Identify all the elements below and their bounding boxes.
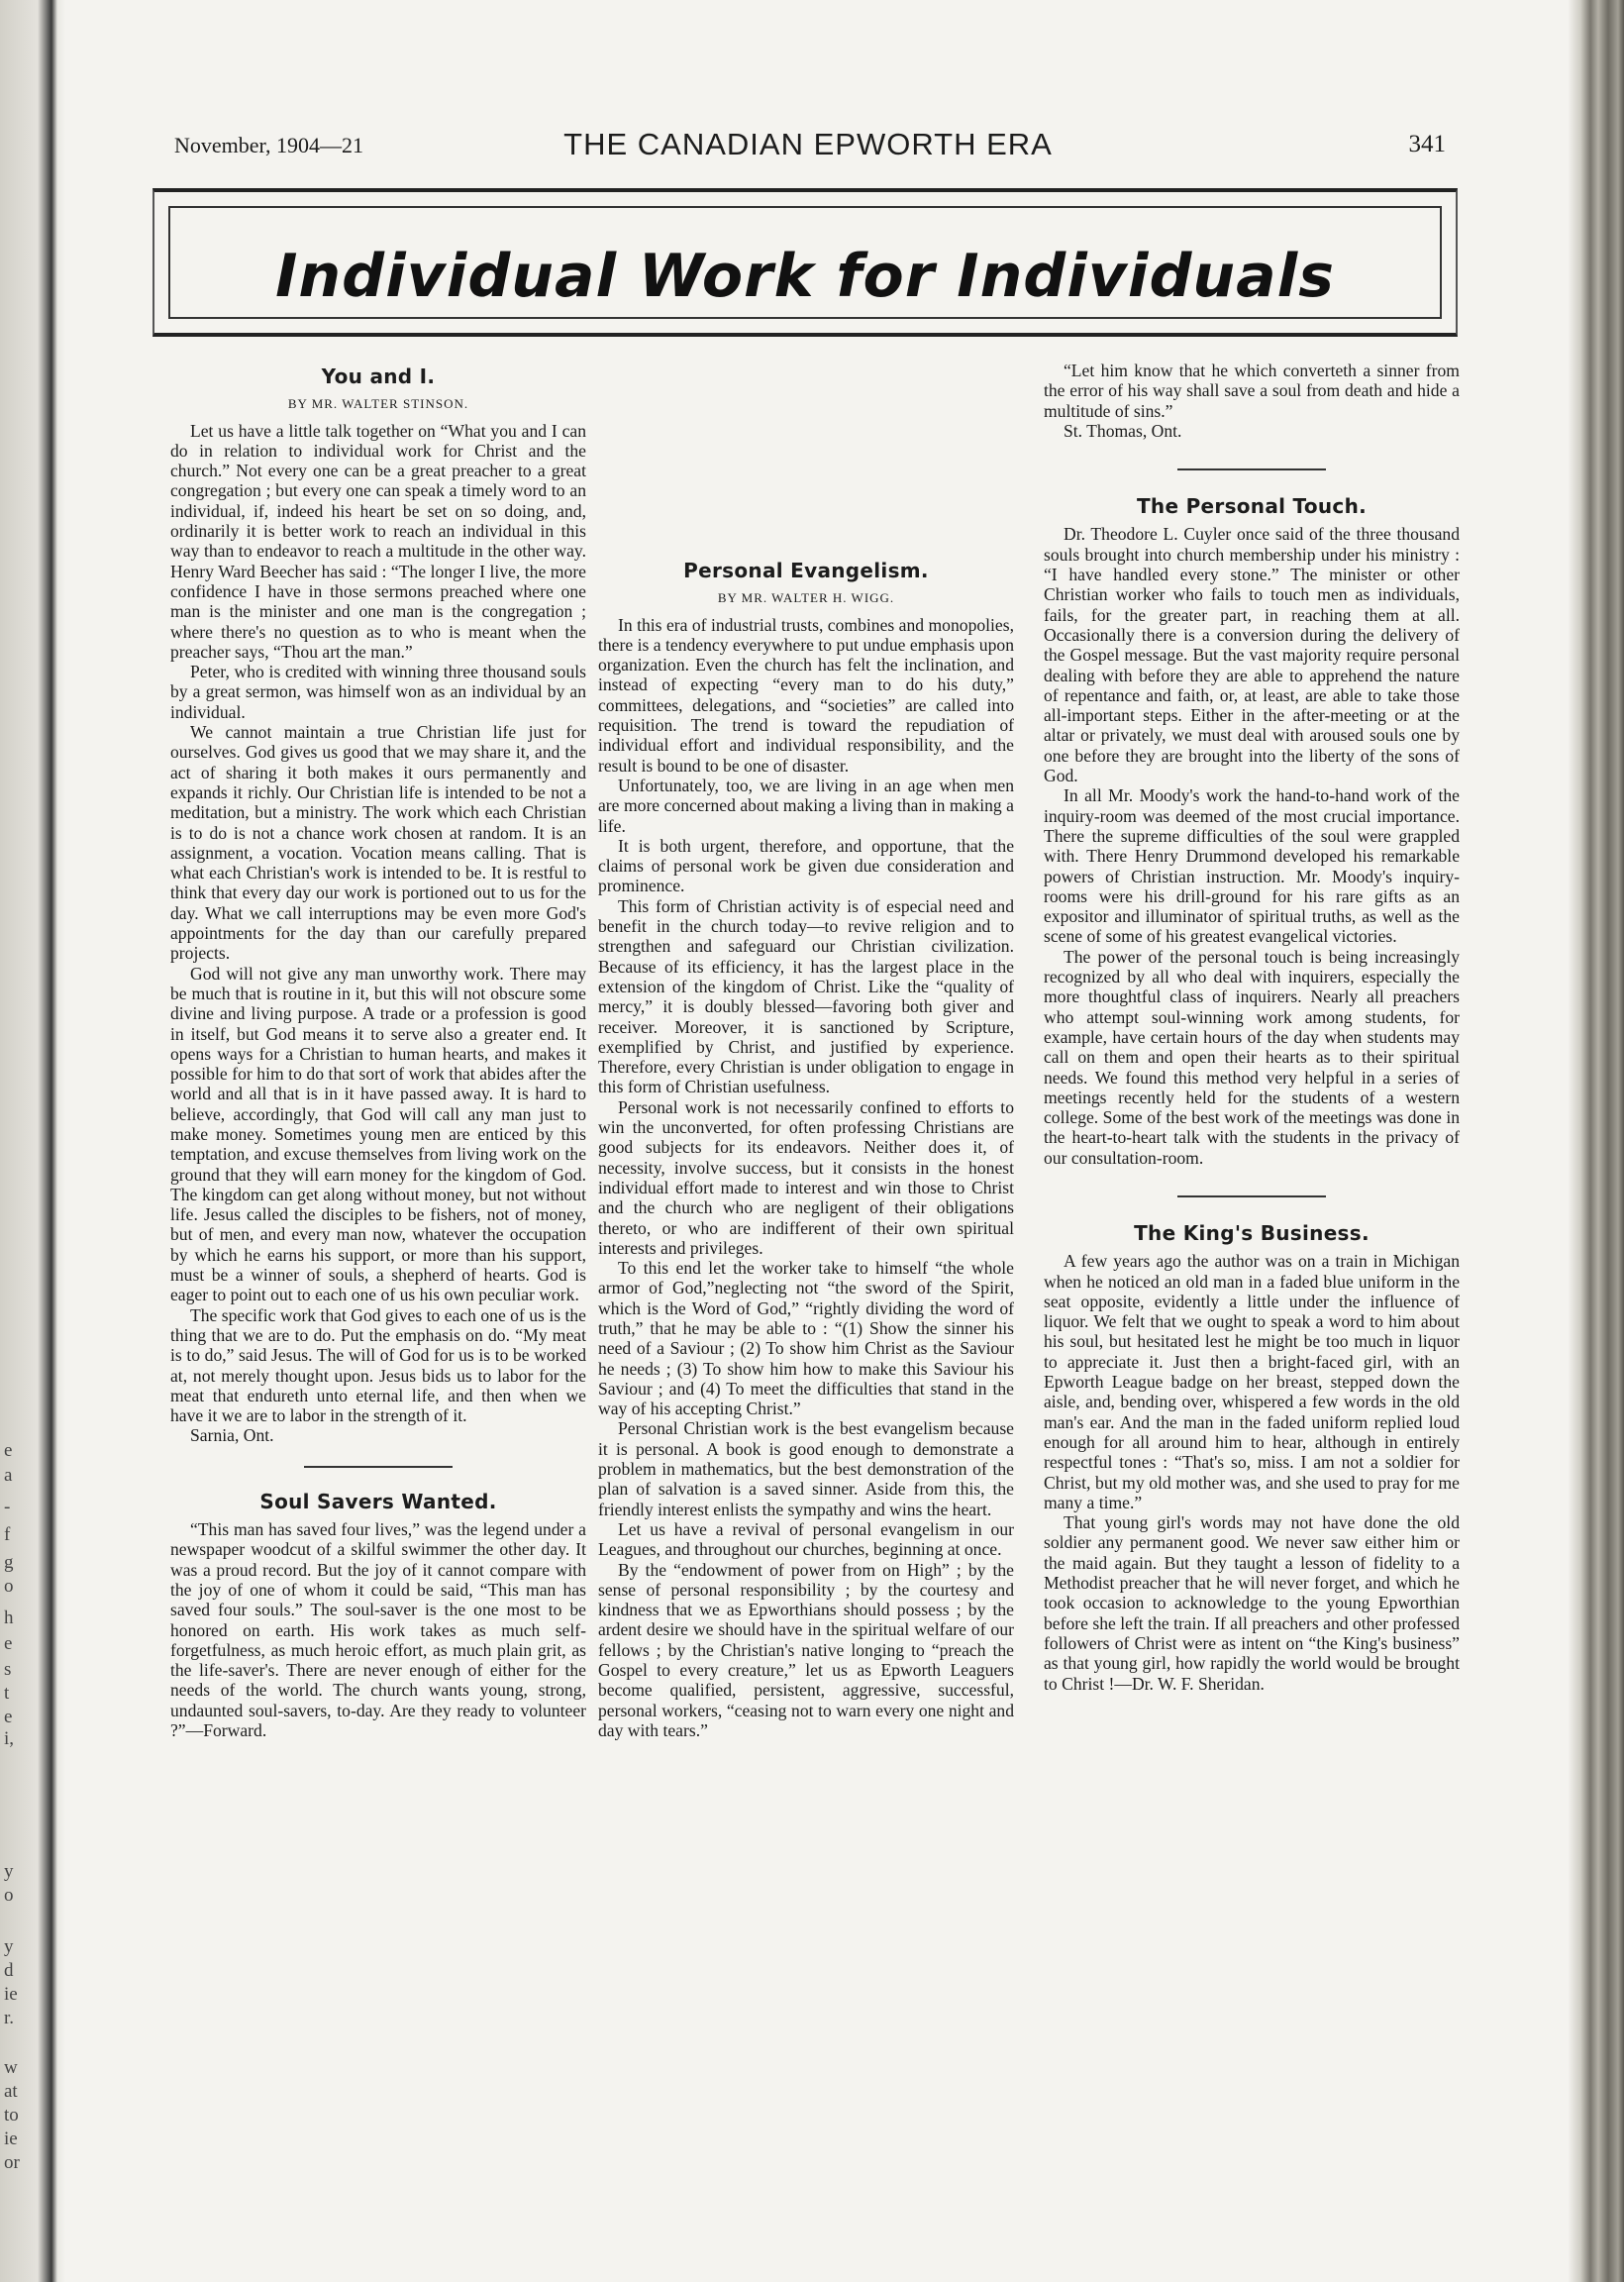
article-byline: BY MR. WALTER H. WIGG.: [717, 590, 895, 606]
banner-frame: [168, 206, 1442, 319]
margin-fragment: e: [4, 1707, 13, 1727]
section-title: Individual Work for Individuals: [275, 242, 1335, 311]
column-left: [170, 361, 586, 1740]
paragraph: In all Mr. Moody's work the hand-to-hand work of the inquiry-room was deemed of the most crucial importance. There the supreme difficulties of the soul were grappled with. There Henry Drummond developed his remarkable powers of Christian instruction. Mr. Moody's inquiry-rooms were his drill-ground for his rare gifts as an expositor and illuminator of spiritual truths, as well as the scene of some of his greatest evangelical victories.: [1044, 785, 1460, 947]
margin-fragment: f: [4, 1524, 11, 1545]
article-title: The Personal Touch.: [1136, 494, 1368, 519]
article-title: The King's Business.: [1134, 1220, 1370, 1245]
article-separator: [1177, 468, 1326, 470]
margin-fragment: y: [4, 1936, 14, 1957]
article-place: St. Thomas, Ont.: [1064, 420, 1182, 441]
column-middle: [598, 361, 1014, 1740]
paragraph: “This man has saved four lives,” was the legend under a newspaper woodcut of a skilful swimmer the other day. It was a proud record. But the joy of it cannot compare with the joy of one of whom it could be said, “This man has saved four souls.” The soul-saver is the one most to be honored on earth. His work takes as much self-forgetfulness, as much heroic effort, as much plain grit, as the life-saver's. There are never enough of either for the needs of the world. The church wants young, strong, undaunted soul-savers, to-day. Are they ready to volunteer ?”—Forward.: [170, 1519, 586, 1740]
paragraph: Unfortunately, too, we are living in an age when men are more concerned about making a living than in making a life.: [598, 775, 1014, 836]
paragraph: The specific work that God gives to each one of us is the thing that we are to do. Put the emphasis on do. “My meat is to do,” said Jesus. The will of God for us is to be worked at, not merely thought upon. Jesus bids us to labor for the meat that endureth unto eternal life, and then when we have it we are to labor in the strength of it.: [170, 1304, 586, 1426]
page-number: 341: [1408, 131, 1446, 157]
paragraph: Peter, who is credited with winning three thousand souls by a great sermon, was himself won as an individual by an individual.: [170, 662, 586, 722]
paragraph: It is both urgent, therefore, and opportune, that the claims of personal work be given due consideration and prominence.: [598, 835, 1014, 896]
margin-fragment: g: [4, 1552, 14, 1573]
paragraph: We cannot maintain a true Christian life just for ourselves. God gives us good that we may share it, and the act of sharing it both makes it ours permanently and expands it richly. Our Christian life is intended to be not a meditation, but a ministry. The work which each Christian is to do is not a chance work chosen at random. It is an assignment, a vocation. Vocation means calling. That is what each Christian's work is intended to be. It is restful to think that every day our work is portioned out to us for the day. What we call interruptions may be even more God's appointments for the day than our carefully prepared projects.: [170, 722, 586, 964]
paragraph: God will not give any man unworthy work. There may be much that is routine in it, but this will not obscure some divine and living purpose. A trade or a profession is good in itself, but God means it to serve also a greater end. It opens ways for a Christian to human hearts, and makes it possible for him to do that sort of work that abides after the world and all that is in it have passed away. It is hard to believe, accordingly, that God will call any man just to make money. Sometimes young men are enticed by this temptation, and excuse themselves from living work on the ground that they will earn money for the kingdom of God. The kingdom can get along without money, but not without life. Jesus called the disciples to be fishers, not of money, but of men, and every man now, whatever the occupation by which he earns his support, or more than his support, must be a winner of souls, a shepherd of hearts. God is eager to point out to each one of us his own peculiar work.: [170, 963, 586, 1305]
paragraph: “Let him know that he which converteth a sinner from the error of his way shall save a soul from death and hide a multitude of sins.”: [1044, 361, 1460, 421]
paragraph: That young girl's words may not have done the old soldier any permanent good. We never saw either him or the maid again. But they taught a lesson of fidelity to a Methodist preacher that he will never forget, and which he took occasion to acknowledge to the young Epworthian before she left the train. If all preachers and other professed followers of Christ were as intent on “the King's business” as that young girl, how rapidly the world would be brought to Christ !—Dr. W. F. Sheridan.: [1044, 1512, 1460, 1694]
margin-fragment: o: [4, 1885, 14, 1906]
paragraph: By the “endowment of power from on High” ; by the sense of personal responsibility ; by the courtesy and kindness that we as Epworthians should possess ; by the ardent desire we should have in the spiritual welfare of our fellows ; by the Christian's native longing to “preach the Gospel to every creature,” let us as Epworth Leaguers become qualified, persistent, aggressive, successful, personal workers, “ceasing not to warn every one night and day with tears.”: [598, 1559, 1014, 1740]
margin-fragment: at: [4, 2081, 18, 2102]
article-title: Soul Savers Wanted.: [259, 1489, 497, 1513]
margin-fragment: y: [4, 1861, 14, 1882]
paragraph: In this era of industrial trusts, combines and monopolies, there is a tendency everywhere to put undue emphasis upon organization. Even the church has felt the inclination, and instead of expecting “every man to do his duty,” committees, delegations, and “societies” are called into requisition. The trend is toward the repudiation of individual effort and individual responsibility, and the result is bound to be one of disaster.: [598, 614, 1014, 776]
binding-edge: [1569, 0, 1624, 2282]
margin-fragment: i,: [4, 1728, 15, 1749]
paragraph: Let us have a little talk together on “What you and I can do in relation to individual work for Christ and the church.” Not every one can be a great preacher to a great congregation ; but every one can speak a timely word to an individual, if, indeed his heart be set on so doing, and, ordinarily it is better work to reach an individual in this way than to endeavor to reach a multitude in the other way. Henry Ward Beecher has said : “The longer I live, the more confidence I have in those sermons preached where one man is the minister and one man is the congregation ; where there's no question as to who is meant when the preacher says, “Thou art the man.”: [170, 420, 586, 662]
margin-fragment: ie: [4, 2128, 18, 2149]
margin-fragment: or: [4, 2152, 20, 2173]
article-separator: [304, 1466, 453, 1468]
margin-fragment: -: [4, 1497, 11, 1517]
margin-fragment: t: [4, 1683, 10, 1704]
margin-fragment: d: [4, 1960, 14, 1981]
issue-date: November, 1904—21: [174, 133, 363, 157]
paragraph: Let us have a revival of personal evangelism in our Leagues, and throughout our churches, beginning at once.: [598, 1518, 1014, 1560]
margin-fragment: s: [4, 1659, 12, 1680]
paragraph: Personal Christian work is the best evangelism because it is personal. A book is good enough to demonstrate a problem in mathematics, but the best demonstration of the plan of salvation is a saved sinner. Aside from this, the friendly interest enlists the sympathy and wins the heart.: [598, 1418, 1014, 1519]
margin-fragment: ie: [4, 1984, 18, 2005]
paragraph: Personal work is not necessarily confined to efforts to win the unconverted, for often professing Christians are good subjects for its endeavors. Neither does it, of necessity, involve success, but it consists in the honest individual effort made to interest and win those to Christ and the church who are negligent of their obligations thereto, or who are indifferent of their own spiritual interests and privileges.: [598, 1096, 1014, 1258]
article-place: Sarnia, Ont.: [190, 1425, 274, 1446]
paragraph: The power of the personal touch is being increasingly recognized by all who deal with inquirers, especially the more thoughtful class of inquirers. Nearly all preachers who attempt soul-winning work among students, for example, have certain hours of the day when students may call on them and open their hearts as to their spiritual needs. We found this method very helpful in a series of meetings recently held for the students of a western college. Some of the best work of the meetings was done in the heart-to-heart talk with the students in the privacy of our consultation-room.: [1044, 946, 1460, 1168]
paragraph: This form of Christian activity is of especial need and benefit in the church today—to revive religion and to strengthen and safeguard our Christian civilization. Because of its efficiency, it has the largest place in the extension of the kingdom of Christ. Like the “quality of mercy,” it is doubly blessed—favoring both giver and receiver. Moreover, it is sanctioned by Scripture, exemplified by Christ, and justified by experience. Therefore, every Christian is under obligation to engage in this form of Christian usefulness.: [598, 895, 1014, 1097]
section-banner: [152, 188, 1458, 337]
margin-fragment: h: [4, 1608, 14, 1628]
article-separator: [1177, 1195, 1326, 1197]
margin-fragment: e: [4, 1440, 13, 1461]
paragraph: A few years ago the author was on a train in Michigan when he noticed an old man in a faded blue uniform in the seat opposite, evidently a little under the influence of liquor. We felt that we ought to speak a word to him about his soul, but hesitated lest he might be too much in liquor to appreciate it. Just then a bright-faced girl, with an Epworth League badge on her breast, stepped down the aisle, and, bending over, whispered a few words in the old man's ear. And the man in the faded uniform replied loud enough for all around him to hear, although in entirely respectful tones : “That's so, miss. I am not a soldier for Christ, but my old mother was, and she used to pray for me many a time.”: [1044, 1251, 1460, 1512]
article-title: You and I.: [321, 364, 436, 388]
margin-fragment: a: [4, 1465, 13, 1486]
publication-title: THE CANADIAN EPWORTH ERA: [563, 127, 1053, 161]
margin-fragment: e: [4, 1633, 13, 1654]
column-continuation-space: [598, 361, 1014, 555]
paragraph: To this end let the worker take to himself “the whole armor of God,”neglecting not “the sword of the Spirit, which is the Word of God,” “rightly dividing the word of truth,” that he may be able to : “(1) Show the sinner his need of a Saviour ; (2) To show him Christ as the Saviour he needs ; (3) To show him how to make this Saviour his Saviour ; and (4) To meet the difficulties that stand in the way of his accepting Christ.”: [598, 1258, 1014, 1419]
article-byline: BY MR. WALTER STINSON.: [287, 396, 469, 412]
article-title: Personal Evangelism.: [683, 559, 929, 582]
margin-fragment: to: [4, 2105, 19, 2126]
running-header: [170, 127, 1446, 166]
paragraph: Dr. Theodore L. Cuyler once said of the three thousand souls brought into church membership under his ministry : “I have handled every stone.” The minister or other Christian worker who fails to touch men as individuals, fails, for the greater part, in reaching them at all. Occasionally there is a conversion during the delivery of the Gospel message. But the vast majority require personal dealing with before they are able to apprehend the nature of repentance and faith, or, at least, are able to take those all-important steps. Either in the after-meeting or at the altar or privately, we must deal with aroused souls one by one before they are brought into the liberty of the sons of God.: [1044, 524, 1460, 786]
column-right: [1044, 361, 1460, 1694]
margin-fragment: r.: [4, 2008, 15, 2028]
margin-fragment: o: [4, 1576, 14, 1597]
margin-fragment: w: [4, 2057, 18, 2078]
